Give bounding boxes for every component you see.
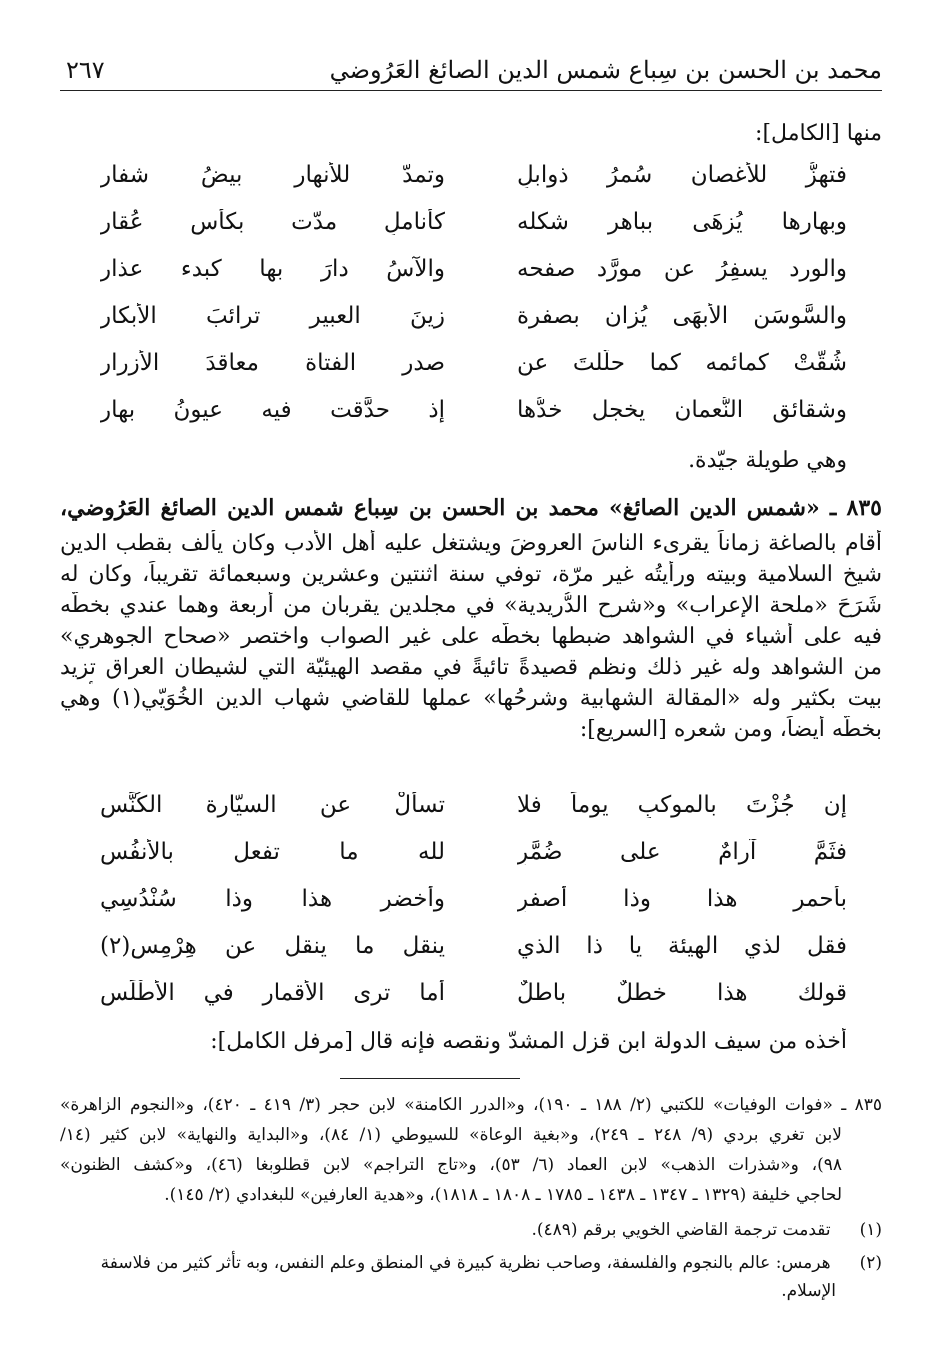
verse-second-hemistich: زينَ العبيرِ ترائبَ الأبكارِ xyxy=(100,303,445,329)
running-title: محمد بن الحسن بن سِباع شمس الدين الصائغ العَرُوضي xyxy=(329,56,882,84)
footnote-text: تقدمت ترجمة القاضي الخويي برقم (٤٨٩). xyxy=(531,1220,831,1240)
verse-second-hemistich: إذ حدَّقت فيه عيونُ بهارِ xyxy=(100,397,445,423)
verse-second-hemistich: كأناملٍ مدّت بكأسِ عُقارِ xyxy=(100,209,445,235)
poem-remark: وهي طويلة جيّدة. xyxy=(688,448,847,473)
verse-line xyxy=(100,303,847,339)
page-number: ٢٦٧ xyxy=(66,56,105,84)
verse-line xyxy=(100,209,847,245)
entry-title: ٨٣٥ ـ «شمس الدين الصائغ» محمد بن الحسن بن سِباع شمس الدين الصائغ العَرُوضي، xyxy=(60,495,882,521)
verse-first-hemistich: فثَمَّ آرامٌ على ضُمَّرٍ xyxy=(517,839,847,865)
poem-intro: منها [الكامل]: xyxy=(755,121,882,146)
verse-line xyxy=(100,397,847,433)
page-header xyxy=(60,50,882,91)
verse-second-hemistich: لله ما تفعل بالأنفُسِ xyxy=(100,839,445,865)
entry-line: من الشواهد وله غير ذلك ونظم قصيدةً تائيةً في مقصد الهيئيّة التي لشيطان العراق تزيد xyxy=(60,655,882,680)
verse-line xyxy=(100,162,847,198)
footnote-text: هرمس: عالم بالنجوم والفلسفة، وصاحب نظرية كبيرة في المنطق وعلم النفس، وبه تأثر كثير من فلاسفة xyxy=(100,1253,831,1273)
verse-second-hemistich: والآسُ دارَ بها كبدء عذارِ xyxy=(100,256,445,282)
footnote-2-continuation: الإسلام. xyxy=(781,1281,836,1301)
verse-line xyxy=(100,350,847,386)
footnote-source-line: ٨٣٥ ـ «فوات الوفيات» للكتبي (٢/ ١٨٨ ـ ١٩٠)، و«الدرر الكامنة» لابن حجر (٣/ ٤١٩ ـ ٤٢٠)، و«النجوم الزاهرة» xyxy=(60,1095,882,1115)
footnote-number: (١) xyxy=(859,1220,882,1240)
verse-first-hemistich: وشقائق النُّعمان يخجل خدُّها xyxy=(517,397,847,423)
verse-second-hemistich: ينقل ما ينقل عن هِرْمِسِ(٢) xyxy=(100,933,445,959)
footnote-source-line: لحاجي خليفة (١٣٢٩ ـ ١٣٤٧ ـ ١٤٣٨ ـ ١٧٨٥ ـ ١٨٠٨ ـ ١٨١٨)، و«هدية العارفين» للبغدادي (٢/ ١٤٥). xyxy=(164,1185,842,1205)
footnote-source-line: ٩٨)، و«شذرات الذهب» لابن العماد (٦/ ٥٣)، و«تاج التراجم» لابن قطلوبغا (٤٦)، و«كشف الظنون» xyxy=(60,1155,842,1175)
footnote-1 xyxy=(60,1217,882,1243)
verse-line xyxy=(100,933,847,969)
entry-line: أقام بالصاغة زماناً يقرىء الناسَ العروضَ ويشتغل عليه أهل الأدب وكان يألف بقطب الدين xyxy=(60,531,882,556)
footnote-number: (٢) xyxy=(859,1253,882,1273)
verse-first-hemistich: شُقَّتْ كمائمه كما حلَّلتَ عن xyxy=(517,350,847,376)
poem-transition: أخذه من سيف الدولة ابن قزل المشدّ ونقصه فإنه قال [مرفل الكامل]: xyxy=(210,1029,847,1054)
entry-line: شَرَحَ «ملحة الإعراب» و«شرح الدُّريدية» في مجلدين يقربان من أربعة وهما عندي بخطّه xyxy=(60,593,882,618)
footnote-rule xyxy=(340,1078,520,1079)
verse-second-hemistich: تسألْ عن السيّارة الكُنَّسِ xyxy=(100,792,445,818)
verse-first-hemistich: بأحمرٍ هذا وذا أصفرٍ xyxy=(517,886,847,912)
entry-line: فيه على أشياء في الشواهد ضبطها بخطّه على غير الصواب واختصر «صحاح الجوهري» xyxy=(60,624,882,649)
verse-second-hemistich: وأخضرٍ هذا وذا سُنْدُسِي xyxy=(100,886,445,912)
verse-first-hemistich: وبهارها يُزهَى بباهر شكله xyxy=(517,209,847,235)
verse-second-hemistich: صدرِ الفتاة معاقدَ الأزرارِ xyxy=(100,350,445,376)
verse-line xyxy=(100,792,847,828)
verse-first-hemistich: إن جُزْتَ بالموكبِ يوماً فلا xyxy=(517,792,847,818)
entry-line: بخطّه أيضاً، ومن شعره [السريع]: xyxy=(579,717,882,742)
entry-line: شيخ السلامية وبيته ورأيتُه غير مرّة، توفي سنة اثنتين وعشرين وسبعمائة تقريباً، وكان له xyxy=(60,562,882,587)
footnote-2 xyxy=(60,1250,882,1276)
verse-first-hemistich: قولك هذا خطلٌ باطلٌ xyxy=(517,980,847,1006)
verse-first-hemistich: والسَّوسَن الأبهَى يُزان بصفرة xyxy=(517,303,847,329)
verse-second-hemistich: أما ترى الأقمار في الأطْلَسِ xyxy=(100,980,445,1006)
verse-first-hemistich: فتهزُّ للأغصان سُمرُ ذوابلٍ xyxy=(517,162,847,188)
verse-line xyxy=(100,839,847,875)
verse-first-hemistich: فقل لذي الهيئة يا ذا الذي xyxy=(517,933,847,959)
verse-first-hemistich: والورد يسفِرُ عن مورَّد صفحه xyxy=(517,256,847,282)
footnote-source-line: لابن تغري بردي (٩/ ٢٤٨ ـ ٢٤٩)، و«بغية الوعاة» للسيوطي (١/ ٨٤)، و«البداية والنهاية» لابن كثير (١٤/ xyxy=(60,1125,842,1145)
verse-line xyxy=(100,256,847,292)
verse-second-hemistich: وتمدّ للأنهار بيضُ شفارِ xyxy=(100,162,445,188)
verse-line xyxy=(100,980,847,1016)
entry-line: بيت بكثير وله «المقالة الشهابية وشرحُها» عملها للقاضي شهاب الدين الخُوَيّي(١) وهي xyxy=(60,686,882,711)
verse-line xyxy=(100,886,847,922)
